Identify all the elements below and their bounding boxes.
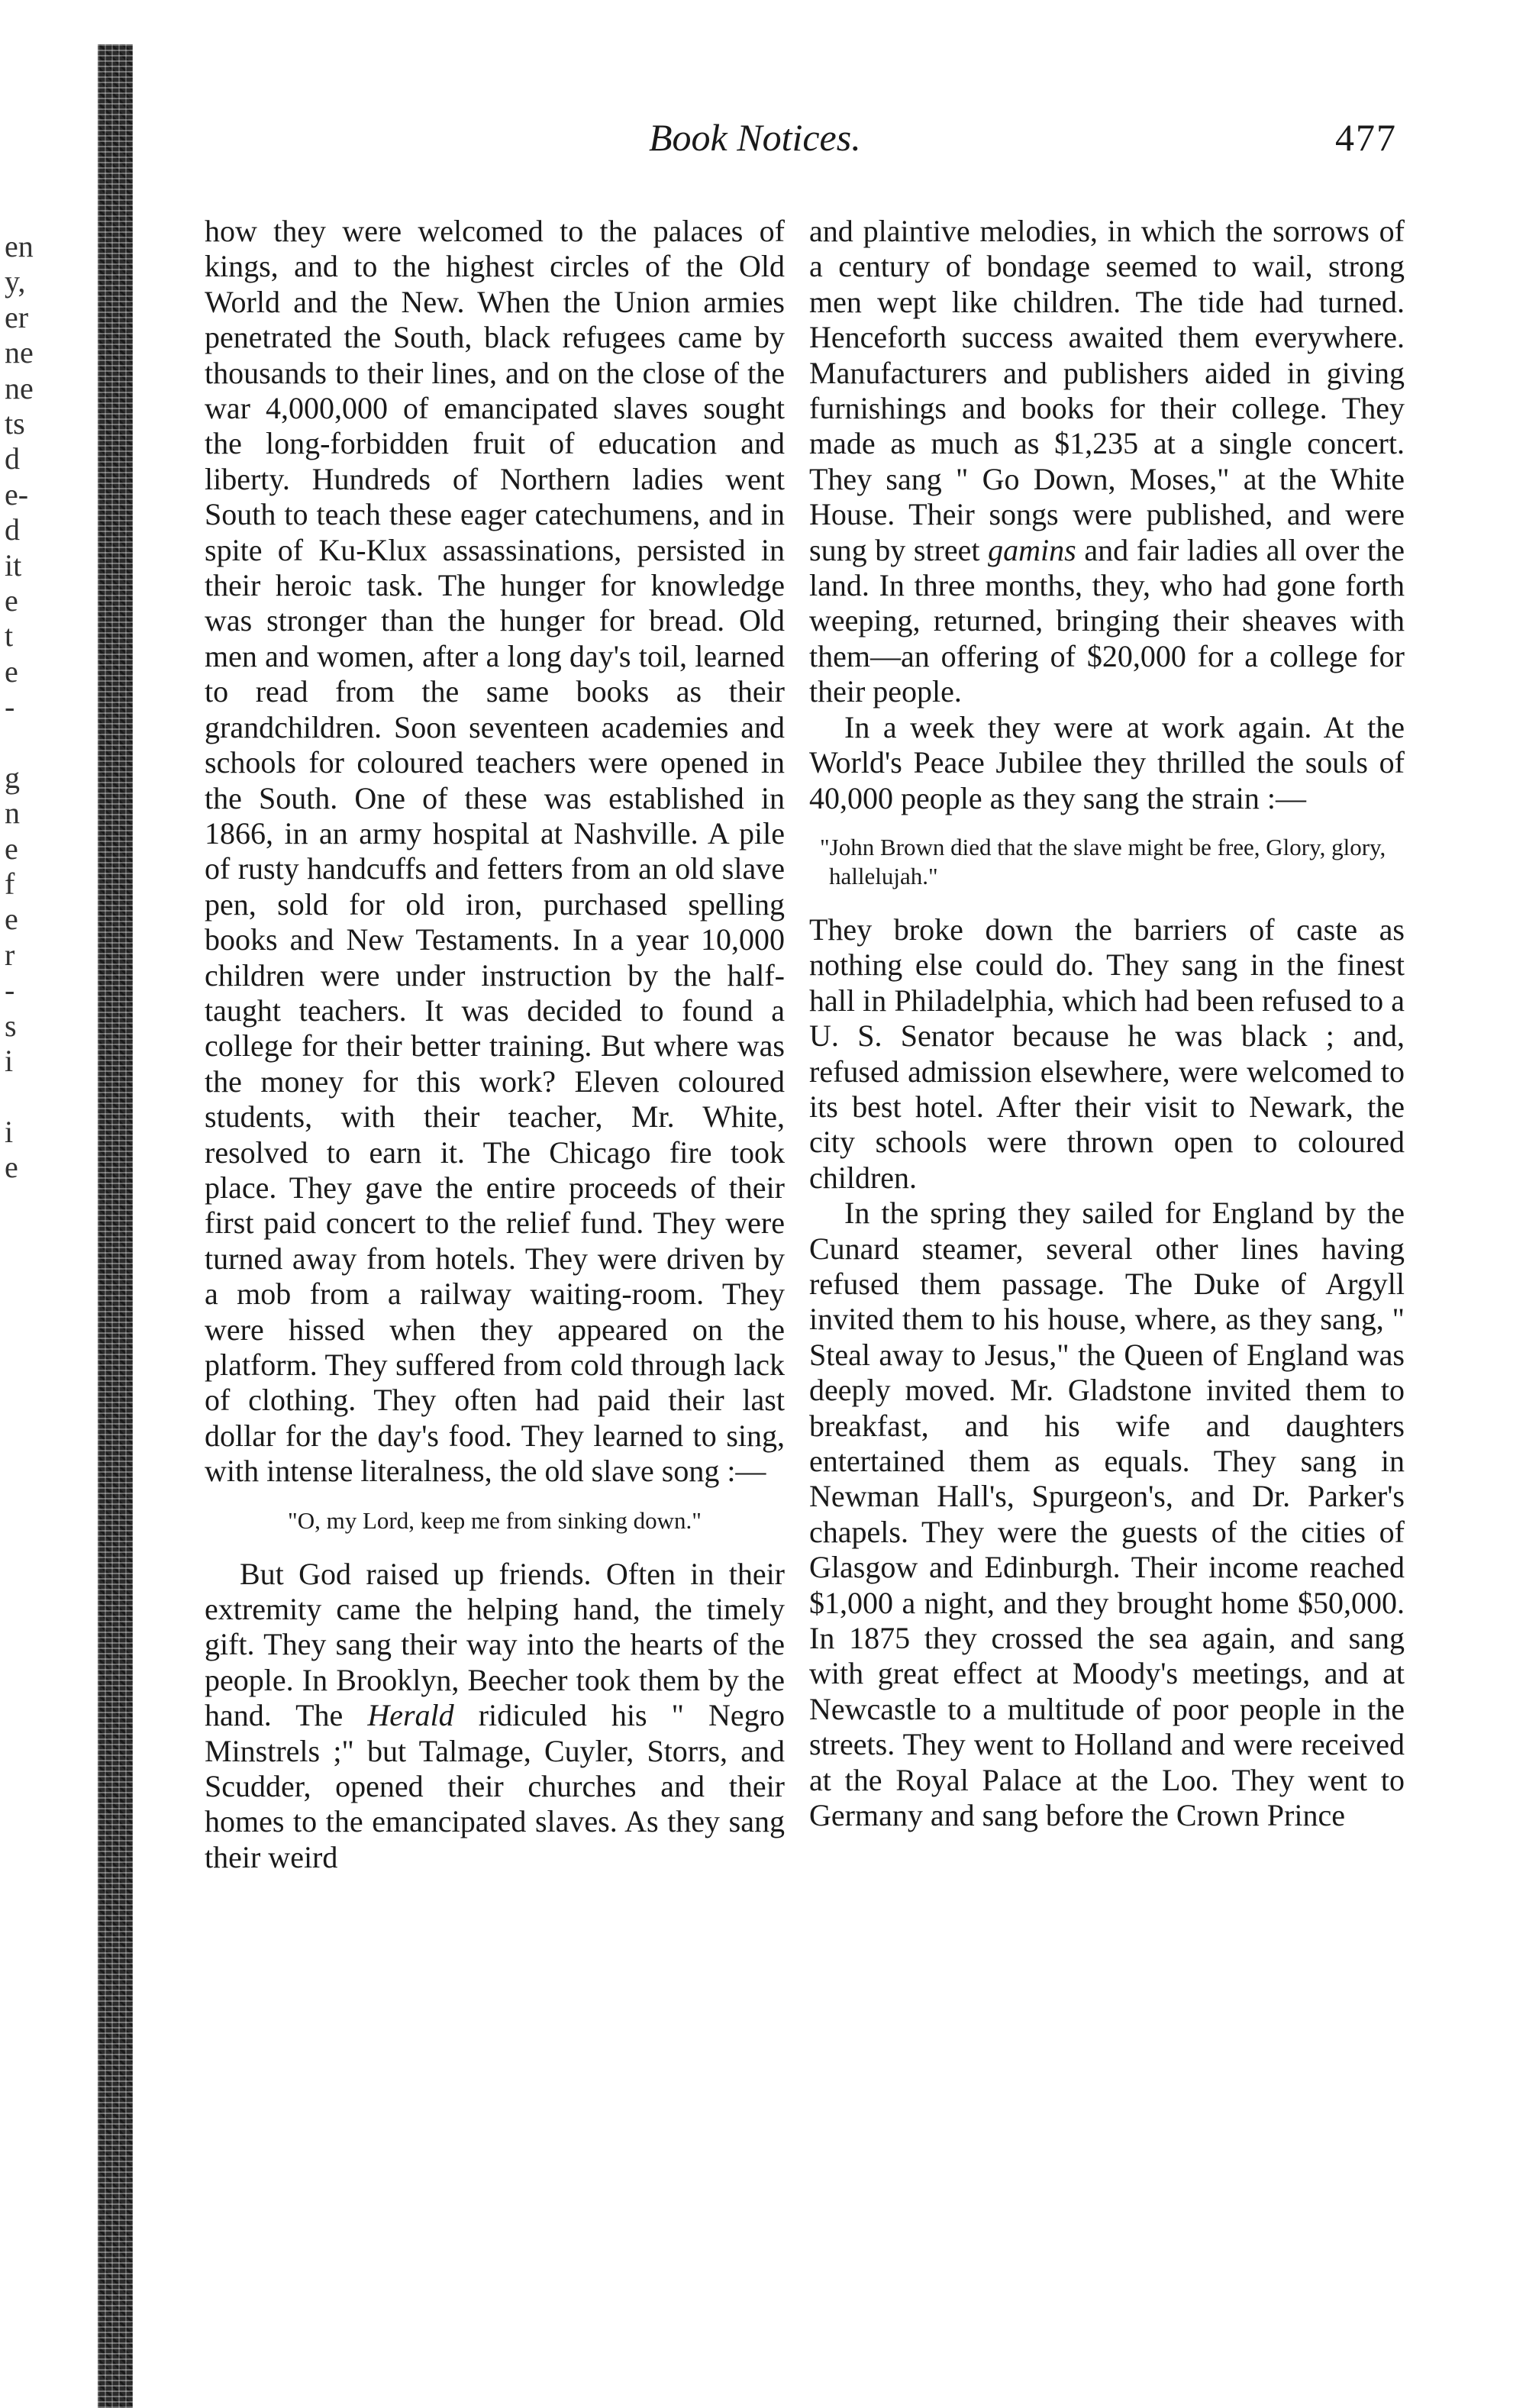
right-paragraph-4: In the spring they sailed for England by the Cunard steamer, several other lines having refused them passage. The Duke of Argyll invited them to his house, where, as they sang, " Steal away to Jesus," the Queen of England was deeply moved. Mr. Gladstone invited them to breakfast, and his wife and daughters entertained them as equals. They sang in Newman Hall's, Spurgeon's, and Dr. Parker's chapels. They were the guests of the cities of Glasgow and Edinburgh. Their income reached $1,000 a night, and they brought home $50,000. In 1875 they crossed the sea again, and sang with great effect at Moody's meetings, and at Newcastle to a multitude of poor people in the streets. They went to Holland and were received at the Royal Palace at the Loo. They went to Germany and sang before the Crown Prince (809, 1196, 1405, 1833)
right-paragraph-3: They broke down the barriers of caste as nothing else could do. They sang in the finest hall in Philadelphia, which had been refused to a U. S. Senator because he was black ; and, refused admission elsewhere, were welcomed to its best hotel. After their visit to Newark, the city schools were thrown open to coloured children. (809, 912, 1405, 1195)
facing-fragment: g (5, 760, 20, 795)
facing-fragment: ts (5, 405, 25, 441)
running-title: Book Notices. (649, 116, 861, 159)
facing-fragment: r (5, 937, 15, 972)
right-verse-quote: "John Brown died that the slave might be free, Glory, glory, hallelujah." (820, 833, 1386, 889)
right-paragraph-2: In a week they were at work again. At the World's Peace Jubilee they thrilled the souls of 40,000 people as they sang the strain :— (809, 709, 1405, 815)
right-paragraph-1-text-b: and fair ladies all over the land. In three months, they, who had gone forth weeping, returned, bringing their sheaves with them—an offering of $20,000 for a college for their people. (809, 532, 1405, 709)
facing-fragment: t (5, 618, 14, 654)
facing-fragment: s (5, 1008, 17, 1043)
facing-fragment: i (5, 1043, 14, 1078)
herald-italic: Herald (367, 1698, 454, 1733)
facing-fragment: y, (5, 264, 26, 299)
facing-fragment: ne (5, 370, 34, 405)
left-column (205, 214, 785, 1875)
left-paragraph-2-text-a: But God raised up friends. Often in their extremity came the helping hand, the timely gift. They sang their way into the hearts of the people. In Brooklyn, Beecher took them by the hand. The (205, 1556, 785, 1733)
facing-fragment: e (5, 583, 18, 618)
facing-fragment: d (5, 512, 20, 547)
right-column (809, 214, 1405, 1833)
facing-fragment: ne (5, 335, 34, 370)
right-paragraph-1 (809, 214, 1405, 710)
facing-fragment: e (5, 654, 18, 689)
right-paragraph-1-text-a: and plaintive melodies, in which the sorrows of a century of bondage seemed to wail, strong men wept like children. The tide had turned. Henceforth success awaited them everywhere. Manufacturers and publishers aided in giving furnishings and books for their college. They made as much as $1,235 at a single concert. They sang " Go Down, Moses," at the White House. Their songs were published, and were sung by street (809, 214, 1405, 567)
facing-fragment: en (5, 229, 34, 263)
facing-fragment: - (5, 689, 15, 725)
gamins-italic: gamins (988, 532, 1076, 567)
left-paragraph-2-text-b: ridiculed his " Negro Minstrels ;" but Talmage, Cuyler, Storrs, and Scudder, opened their churches and their homes to the emancipated slaves. As they sang their weird (205, 1698, 786, 1874)
page-number: 477 (1335, 116, 1397, 159)
facing-fragment: - (5, 973, 15, 1008)
page-header (206, 115, 1397, 168)
facing-fragment (5, 725, 58, 760)
facing-fragment: i (5, 1114, 14, 1149)
left-paragraph-2 (205, 1557, 785, 1876)
facing-page-fragments (5, 229, 58, 1186)
facing-fragment: er (5, 299, 29, 334)
facing-fragment: e (5, 1150, 18, 1185)
facing-fragment (5, 1079, 58, 1114)
book-binding-edge (98, 44, 133, 2408)
left-verse-quote: "O, my Lord, keep me from sinking down." (288, 1506, 702, 1534)
facing-fragment: d (5, 441, 20, 476)
facing-fragment: f (5, 867, 15, 902)
facing-fragment: it (5, 547, 22, 583)
facing-fragment: n (5, 796, 20, 831)
facing-fragment: e (5, 831, 18, 866)
left-paragraph-1: how they were welcomed to the palaces of kings, and to the highest circles of the Old World and the New. When the Union armies penetrated the South, black refugees came by thousands to their lines, and on the close of the war 4,000,000 of emancipated slaves sought the long-forbidden fruit of education and liberty. Hundreds of Northern ladies went South to teach these eager catechumens, and in spite of Ku-Klux assassinations, persisted in their heroic task. The hunger for knowledge was stronger than the hunger for bread. Old men and women, after a long day's toil, learned to read from the same books as their grandchildren. Soon seventeen academies and schools for coloured teachers were opened in the South. One of these was established in 1866, in an army hospital at Nashville. A pile of rusty handcuffs and fetters from an old slave pen, sold for old iron, purchased spelling books and New Testaments. In a year 10,000 children were under instruction by the half-taught teachers. It was decided to found a college for their better training. But where was the money for this work? Eleven coloured students, with their teacher, Mr. White, resolved to earn it. The Chicago fire took place. They gave the entire proceeds of their first paid concert to the relief fund. They were turned away from hotels. They were driven by a mob from a railway waiting-room. They were hissed when they appeared on the platform. They suffered from cold through lack of clothing. They often had paid their last dollar for the day's food. They learned to sing, with intense literalness, the old slave song :— (205, 214, 785, 1489)
facing-fragment: e (5, 902, 18, 937)
facing-fragment: e- (5, 476, 29, 512)
